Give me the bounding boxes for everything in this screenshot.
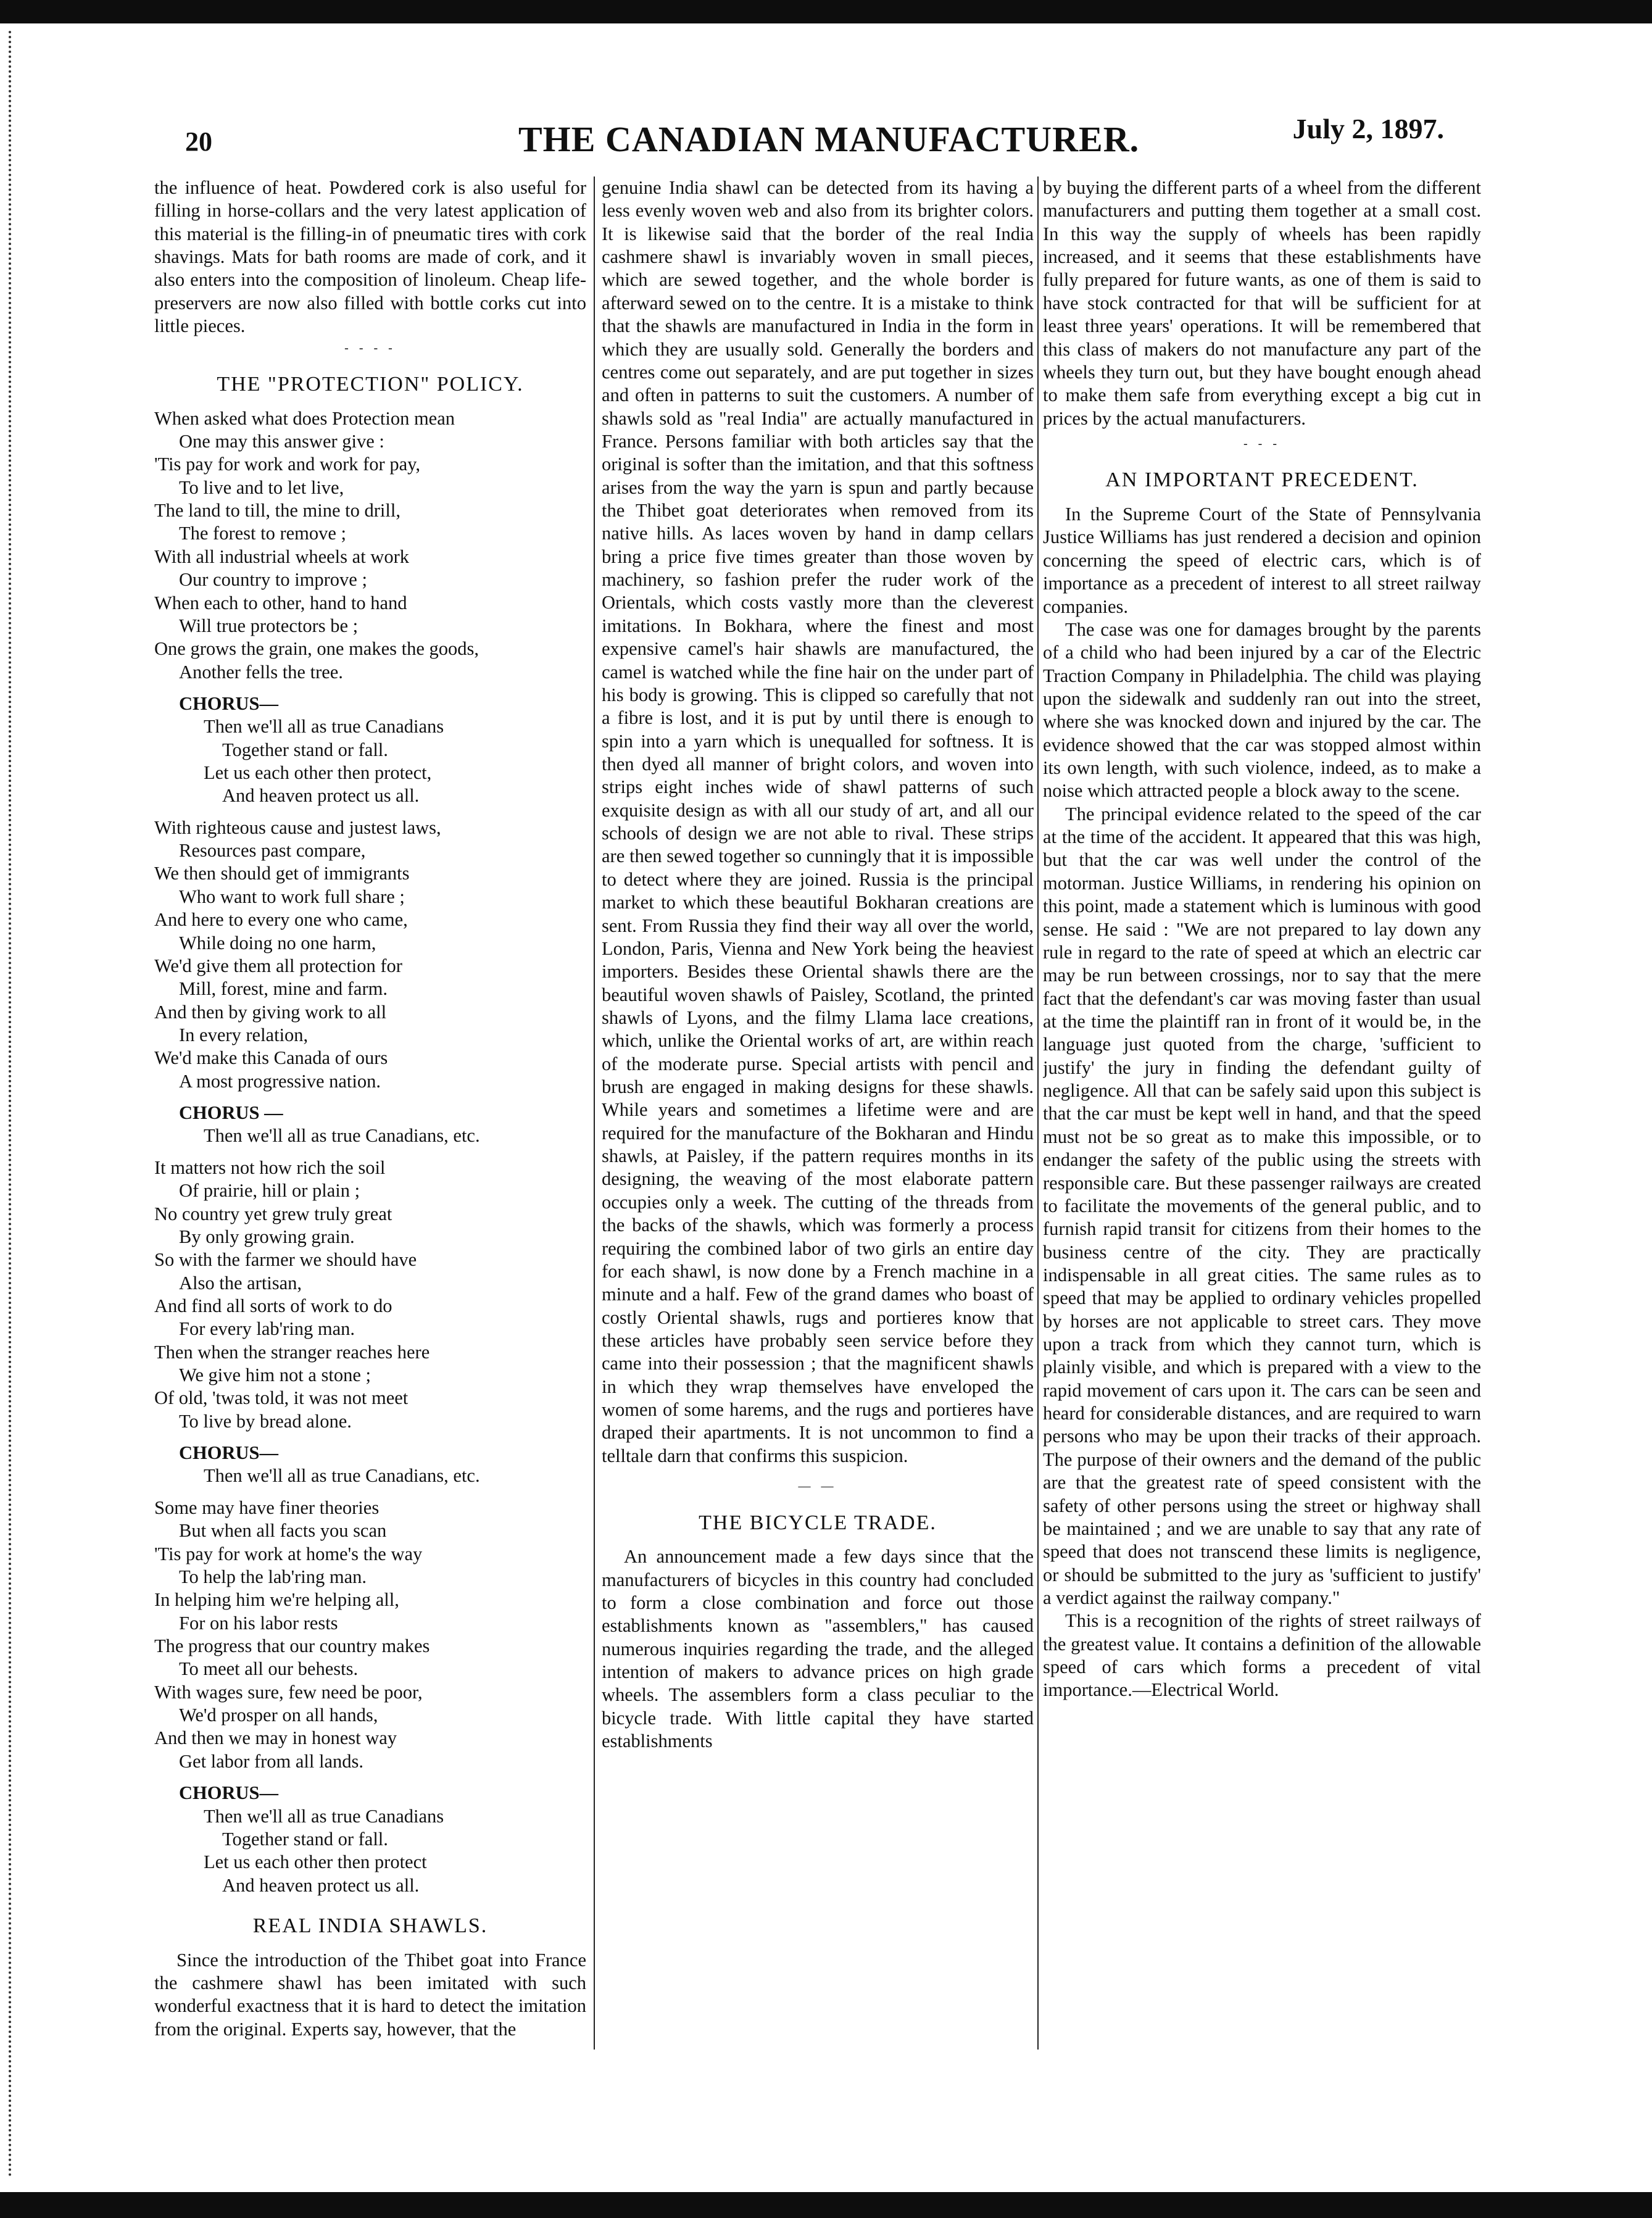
poem-line: When asked what does Protection mean xyxy=(154,407,455,429)
poem-stanza-3 xyxy=(154,1157,586,1433)
poem-line: When each to other, hand to hand xyxy=(154,592,407,613)
poem-line: So with the farmer we should have xyxy=(154,1249,417,1271)
poem-line: By only growing grain. xyxy=(179,1226,355,1247)
poem-line: To live and to let live, xyxy=(179,476,344,498)
page-header xyxy=(173,110,1456,165)
poem-line: Another fells the tree. xyxy=(179,661,343,683)
poem-line: Let us each other then protect xyxy=(204,1851,427,1873)
poem-line: Resources past compare, xyxy=(179,840,366,862)
poem-line: And then we may in honest way xyxy=(154,1727,397,1749)
poem-line: Together stand or fall. xyxy=(222,1828,388,1850)
poem-line: One may this answer give : xyxy=(179,431,384,452)
poem-line: Let us each other then protect, xyxy=(204,762,432,784)
poem-line: In every relation, xyxy=(179,1024,309,1045)
poem-line: While doing no one harm, xyxy=(179,932,376,953)
poem-line: Get labor from all lands. xyxy=(179,1750,363,1772)
poem-line: Together stand or fall. xyxy=(222,739,388,760)
poem-line: We give him not a stone ; xyxy=(179,1364,371,1386)
poem-line: One grows the grain, one makes the goods, xyxy=(154,638,479,660)
poem-line: And heaven protect us all. xyxy=(222,785,420,807)
poem-line: Then we'll all as true Canadians, etc. xyxy=(204,1465,480,1487)
poem-line: The forest to remove ; xyxy=(179,523,347,544)
poem-line: And find all sorts of work to do xyxy=(154,1295,392,1316)
bicycle-article-paragraph: An announcement made a few days since that the manufacturers of bicycles in this country had concluded to form a close combination and force out those establishments known as "assemblers," has caused numerous inquiries regarding the trade, and the alleged intention of makers to advance prices on high grade wheels. The assemblers form a class peculiar to the bicycle trade. With little capital they have started establishments xyxy=(602,1546,1034,1752)
poem-line: To help the lab'ring man. xyxy=(179,1566,367,1587)
poem-line: 'Tis pay for work at home's the way xyxy=(154,1543,423,1564)
poem-line: We'd prosper on all hands, xyxy=(179,1705,378,1726)
poem-line: Will true protectors be ; xyxy=(179,615,359,636)
poem-title: THE "PROTECTION" POLICY. xyxy=(217,373,524,396)
column-3 xyxy=(1043,177,1481,2043)
poem-stanza-4 xyxy=(154,1497,586,1773)
poem-stanza-2 xyxy=(154,816,586,1093)
column-divider-2 xyxy=(1037,177,1039,2050)
poem-line: 'Tis pay for work and work for pay, xyxy=(154,454,421,475)
poem-line: No country yet grew truly great xyxy=(154,1203,392,1224)
bottom-border-rule xyxy=(0,2192,1652,2218)
poem-line: Then we'll all as true Canadians xyxy=(204,716,444,737)
precedent-paragraph-3: The principal evidence related to the speed of the car at the time of the accident. It appeared that this was high, but that the car was well under the control of the motorman. Justice Williams, in rendering his opinion on this point, made a statement which is luminous with good sense. He said : "We are not prepared to lay down any rule in regard to the rate of speed at which an electric car may be run between crossings, nor to say that the mere fact that the defendant's car was moving faster than usual at the time the plaintiff ran in front of it would be, in the language just quoted from the charge, 'sufficient to justify' the jury in finding the defendant guilty of negligence. All that can be safely said upon this subject is that the car must be kept well in hand, and that the speed must not be so great as to make this impossible, or to endanger the safety of the public using the streets with responsible care. But these passenger railways are created to facilitate the movements of the general public, and to furnish rapid transit for citizens from their homes to the business centre of the city. They are practically indispensable in all great cities. The same rules as to speed that may be applied to ordinary vehicles propelled by horses are not applicable to street cars. They move upon a track from which they cannot turn, which is plainly visible, and which is prepared with a view to the rapid movement of cars upon it. The cars can be seen and heard for considerable distances, and are required to warn persons who may be upon their tracks of their approach. The purpose of their owners and the demand of the public are that the greatest rate of speed consistent with the safety of other persons using the street or highway shall be maintained ; and we are unable to say that any rate of speed that does not transcend these limits is negligence, or should be submitted to the jury as 'sufficient to justify' a verdict against the railway company." xyxy=(1043,803,1481,1608)
poem-line: Who want to work full share ; xyxy=(179,886,405,907)
poem-line: It matters not how rich the soil xyxy=(154,1157,386,1178)
poem-line: The land to till, the mine to drill, xyxy=(154,500,401,521)
chorus-4 xyxy=(154,1805,586,1897)
precedent-paragraph-4: This is a recognition of the rights of street railways of the greatest value. It contains a definition of the allowable speed of cars which forms a precedent of vital importance.—Electrical World. xyxy=(1043,1610,1481,1701)
column-divider-1 xyxy=(594,177,595,2050)
poem-line: Of prairie, hill or plain ; xyxy=(179,1180,360,1202)
poem-line: With wages sure, few need be poor, xyxy=(154,1681,423,1703)
chorus-1 xyxy=(154,715,586,807)
top-border-rule xyxy=(0,0,1652,23)
shawls-article-title: REAL INDIA SHAWLS. xyxy=(252,1914,488,1937)
poem-line: With righteous cause and justest laws, xyxy=(154,816,441,838)
poem-line: Then we'll all as true Canadians, etc. xyxy=(204,1125,480,1147)
poem-line: Then when the stranger reaches here xyxy=(154,1341,430,1363)
poem-line: And here to every one who came, xyxy=(154,909,408,931)
poem-line: In helping him we're helping all, xyxy=(154,1589,399,1611)
poem-line: Also the artisan, xyxy=(179,1272,302,1294)
poem-line: Our country to improve ; xyxy=(179,569,367,591)
poem-line: We then should get of immigrants xyxy=(154,863,410,884)
poem-line: We'd give them all protection for xyxy=(154,955,402,976)
poem-line: To meet all our behests. xyxy=(179,1658,359,1680)
poem-stanza-1 xyxy=(154,407,586,684)
precedent-paragraph-2: The case was one for damages brought by the parents of a child who had been injured by a car of the Electric Traction Company in Philadelphia. The child was playing upon the sidewalk and suddenly ran out into the street, where she was knocked down and injured by the car. The evidence showed that the car was stopped almost within its own length, with such violence, indeed, as to make a noise which attracted people a block away to the scene. xyxy=(1043,618,1481,802)
precedent-article-title: AN IMPORTANT PRECEDENT. xyxy=(1105,468,1419,492)
issue-date: July 2, 1897. xyxy=(1292,113,1444,144)
column-2 xyxy=(602,177,1034,2043)
chorus-label: CHORUS— xyxy=(179,1782,278,1804)
chorus-label: CHORUS— xyxy=(179,692,278,714)
poem-line: Of old, 'twas told, it was not meet xyxy=(154,1387,409,1409)
shawls-article-paragraph: Since the introduction of the Thibet goat into France the cashmere shawl has been imitated with such wonderful exactness that it is hard to detect the imitation from the original. Experts say, however, that the xyxy=(154,1949,586,2040)
poem-line: But when all facts you scan xyxy=(179,1520,387,1542)
poem-line: A most progressive nation. xyxy=(179,1070,381,1092)
poem-line: For every lab'ring man. xyxy=(179,1318,355,1340)
poem-line: And heaven protect us all. xyxy=(222,1874,420,1896)
poem-line: We'd make this Canada of ours xyxy=(154,1047,388,1069)
poem-line: For on his labor rests xyxy=(179,1612,338,1634)
section-separator: — — xyxy=(798,1479,837,1493)
poem-line: Mill, forest, mine and farm. xyxy=(179,978,388,1000)
poem-line: To live by bread alone. xyxy=(179,1410,352,1432)
column-1 xyxy=(154,177,586,2043)
masthead-title: THE CANADIAN MANUFACTURER. xyxy=(518,119,1140,159)
shawls-article-continued: genuine India shawl can be detected from its having a less evenly woven web and also from its brighter colors. It is likewise said that the border of the real India cashmere shawl is invariably woven in small pieces, which are sewed together, and the whole border is afterward sewed on to the centre. It is a mistake to think that the shawls are manufactured in India in the form in which they are usually sold. Generally the borders and centres come out separately, and are put together in sizes and often in patterns to suit the customers. A number of shawls sold as "real India" are actually manufactured in France. Persons familiar with both articles say that the original is softer than the imitation, and that this softness arises from the way the yarn is spun and partly because the Thibet goat deteriorates when removed from its native hills. As laces woven by hand in damp cellars bring a price five times greater than those woven by machinery, so fashion prefer the ruder work of the Orientals, which costs vastly more than the cleverest imitations. In Bokhara, where the finest and most expensive camel's hair shawls are manufactured, the camel is watched while the fine hair on the under part of his body is growing. This is clipped so carefully that not a fibre is lost, and it is put by until there is enough to spin into a yarn which is unequalled for softness. It is then dyed all manner of bright colors, and woven into strips eight inches wide of shawl patterns of such exquisite design as with all our study of art, and all our schools of design we are not able to rival. These strips are then sewed together so cunningly that it is impossible to detect where they are joined. Russia is the principal market to which these beautiful Bokharan creations are sent. From Russia they find their way all over the world, London, Paris, Vienna and New York being the heaviest importers. Besides these Oriental shawls there are the beautiful woven shawls of Paisley, Scotland, the printed shawls of Lyons, and the filmy Llama lace creations, which, unlike the Oriental works of art, are within reach of the moderate purse. Special artists with pencil and brush are engaged in making designs for these shawls. While years and sometimes a lifetime were and are required for the manufacture of the Bokharan and Hindu shawls, at Paisley, if the pattern requires months in its designing, the weaving of the most elaborate pattern occupies only a week. The cutting of the threads from the backs of the shawls, which was formerly a process requiring the combined labor of two girls an entire day for each shawl, is now done by a French machine in a minute and a half. Few of the grand dames who boast of costly Oriental shawls, rugs and portieres know that these articles have probably seen service before they came into their possession ; that the magnificent shawls in which they wrap themselves have enveloped the women of some harems, and the rugs and portieres have draped their apartments. It is not uncommon to find a telltale darn that confirms this suspicion. xyxy=(602,177,1034,1466)
poem-line: And then by giving work to all xyxy=(154,1001,387,1023)
binding-edge-marks xyxy=(9,31,17,2179)
chorus-label: CHORUS — xyxy=(179,1102,283,1124)
cork-article-end: the influence of heat. Powdered cork is also useful for filling in horse-collars and the very latest application of this material is the filling-in of pneumatic tires with cork shavings. Mats for bath rooms are made of cork, and it also enters into the composition of linoleum. Cheap life-preservers are now also filled with bottle corks cut into little pieces. xyxy=(154,177,586,337)
page-number: 20 xyxy=(185,127,212,157)
bicycle-article-continued: by buying the different parts of a wheel from the different manufacturers and putting them together at a small cost. In this way the supply of wheels has been rapidly increased, and it seems that these establishments have fully prepared for future wants, as one of them is said to have stock contracted for that will be sufficient for at least three years' operations. It will be remembered that this class of makers do not manufacture any part of the wheels they turn out, but they have bought enough ahead to make them safe from everything except a big cut in prices by the actual manufacturers. xyxy=(1043,177,1481,429)
section-separator: - - - - xyxy=(344,341,396,355)
chorus-3 xyxy=(154,1464,586,1487)
chorus-2 xyxy=(154,1124,586,1147)
poem-line: Some may have finer theories xyxy=(154,1497,380,1518)
poem-line: Then we'll all as true Canadians xyxy=(204,1805,444,1827)
poem-line: With all industrial wheels at work xyxy=(154,546,409,567)
chorus-label: CHORUS— xyxy=(179,1442,278,1464)
poem-line: The progress that our country makes xyxy=(154,1635,430,1656)
section-separator: - - - xyxy=(1243,436,1281,451)
precedent-paragraph-1: In the Supreme Court of the State of Pennsylvania Justice Williams has just rendered a decision and opinion concerning the speed of electric cars, which is of importance as a precedent of interest to all street railway companies. xyxy=(1043,504,1481,617)
bicycle-article-title: THE BICYCLE TRADE. xyxy=(699,1511,937,1534)
